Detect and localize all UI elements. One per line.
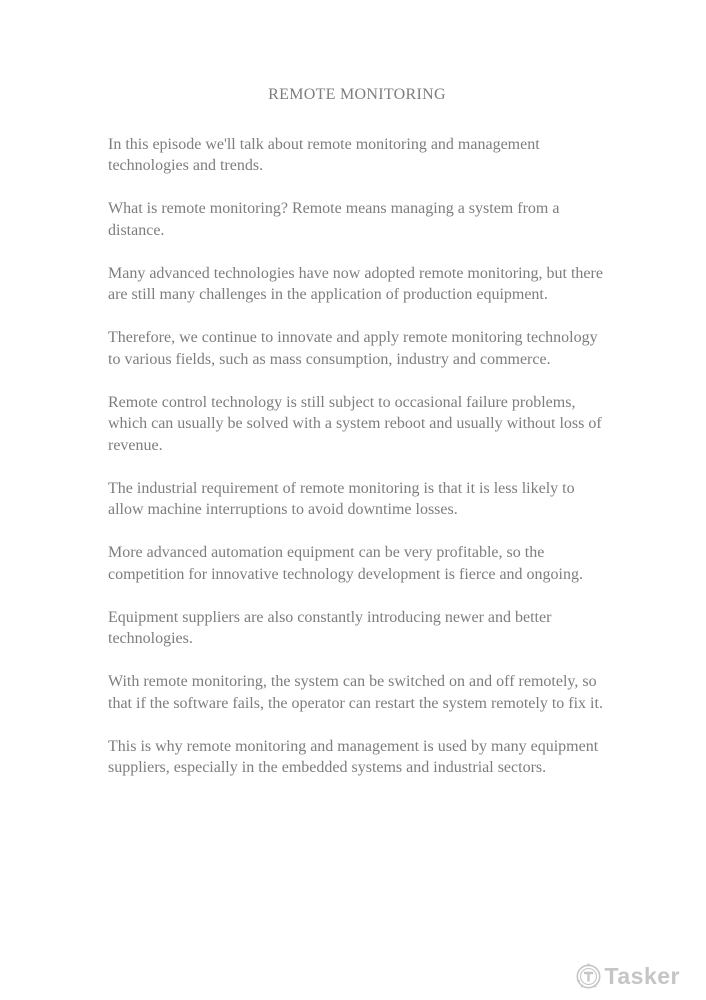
tasker-watermark: [575, 963, 680, 990]
tasker-circle-t-icon: [575, 963, 602, 990]
document-content: [108, 84, 606, 800]
paragraph: More advanced automation equipment can be very profitable, so the competition for innovative technology development is fierce and ongoing.: [108, 544, 583, 583]
page-title: REMOTE MONITORING: [268, 86, 446, 103]
paragraph: In this episode we'll talk about remote monitoring and management technologies and trends.: [108, 135, 540, 174]
watermark-brand-text: Tasker: [604, 963, 680, 989]
paragraph: The industrial requirement of remote monitoring is that it is less likely to allow machine interruptions to avoid downtime losses.: [108, 479, 575, 518]
paragraph: What is remote monitoring? Remote means managing a system from a distance.: [108, 200, 560, 239]
paragraph: With remote monitoring, the system can be switched on and off remotely, so that if the software fails, the operator can restart the system remotely to fix it.: [108, 673, 603, 712]
paragraph: Many advanced technologies have now adopted remote monitoring, but there are still many challenges in the application of production equipment.: [108, 264, 603, 303]
paragraph: Equipment suppliers are also constantly introducing newer and better technologies.: [108, 608, 552, 647]
paragraph: Remote control technology is still subject to occasional failure problems, which can usually be solved with a system reboot and usually without loss of revenue.: [108, 393, 602, 454]
paragraph: Therefore, we continue to innovate and apply remote monitoring technology to various fields, such as mass consumption, industry and commerce.: [108, 329, 598, 368]
paragraph: This is why remote monitoring and management is used by many equipment suppliers, especially in the embedded systems and industrial sectors.: [108, 737, 599, 776]
